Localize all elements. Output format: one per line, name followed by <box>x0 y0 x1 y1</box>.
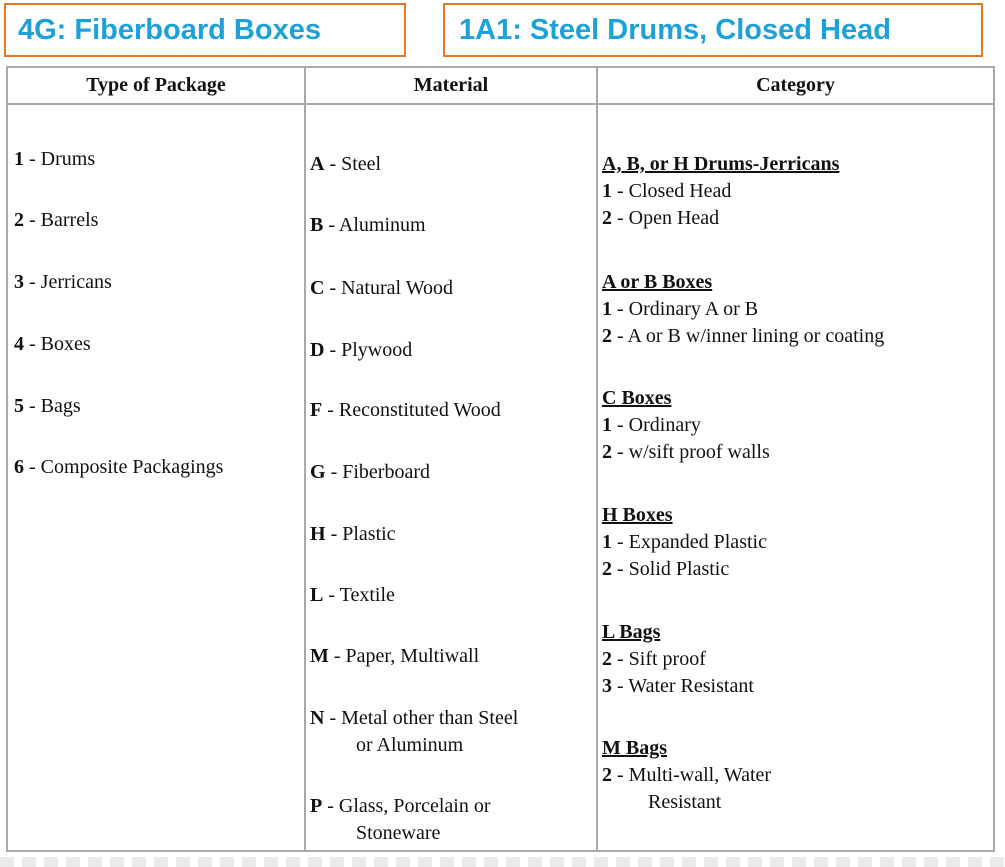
category-title: M Bags <box>602 737 667 759</box>
type-item: 4 - Boxes <box>14 333 91 355</box>
material-item: F - Reconstituted Wood <box>310 399 501 421</box>
material-item: G - Fiberboard <box>310 461 430 483</box>
column-divider <box>304 68 306 850</box>
category-group <box>602 735 771 816</box>
category-item: 1 - Expanded Plastic <box>602 531 767 553</box>
category-item: 2 - A or B w/inner lining or coating <box>602 325 885 347</box>
category-title: A, B, or H Drums-Jerricans <box>602 153 840 175</box>
header-type-of-package: Type of Package <box>8 68 304 105</box>
category-title: C Boxes <box>602 387 672 409</box>
category-item: 2 - Solid Plastic <box>602 558 730 580</box>
material-item: N - Metal other than Steel or Aluminum <box>310 707 519 756</box>
packaging-code-table <box>6 66 995 852</box>
category-item: 1 - Ordinary <box>602 414 701 436</box>
category-item: 1 - Ordinary A or B <box>602 298 759 320</box>
type-item: 6 - Composite Packagings <box>14 456 224 478</box>
material-item: P - Glass, Porcelain or Stoneware <box>310 795 491 844</box>
header-category: Category <box>598 68 993 105</box>
callout-text: 4G: Fiberboard Boxes <box>18 13 321 46</box>
category-group <box>602 151 839 232</box>
cropped-text-line <box>0 857 1005 867</box>
category-item-continued: Resistant <box>648 791 722 813</box>
category-item: 2 - Multi-wall, Water <box>602 764 772 786</box>
category-title: L Bags <box>602 621 661 643</box>
type-item: 3 - Jerricans <box>14 271 112 293</box>
category-title: A or B Boxes <box>602 271 713 293</box>
category-item: 1 - Closed Head <box>602 180 732 202</box>
category-group <box>602 269 884 350</box>
callout-fiberboard-boxes <box>4 3 406 57</box>
type-item: 1 - Drums <box>14 148 96 170</box>
material-item: D - Plywood <box>310 339 413 361</box>
type-item: 5 - Bags <box>14 395 81 417</box>
category-group <box>602 619 754 700</box>
category-item: 3 - Water Resistant <box>602 675 754 697</box>
category-item: 2 - Sift proof <box>602 648 706 670</box>
material-item: L - Textile <box>310 584 395 606</box>
type-item: 2 - Barrels <box>14 209 99 231</box>
callout-text: 1A1: Steel Drums, Closed Head <box>459 13 891 46</box>
category-group <box>602 385 770 466</box>
material-item: H - Plastic <box>310 523 396 545</box>
header-material: Material <box>306 68 596 105</box>
column-divider <box>596 68 598 850</box>
category-group <box>602 502 767 583</box>
category-title: H Boxes <box>602 504 673 526</box>
callout-steel-drums <box>443 3 983 57</box>
material-item: B - Aluminum <box>310 214 426 236</box>
category-item: 2 - Open Head <box>602 207 720 229</box>
material-item: M - Paper, Multiwall <box>310 645 480 667</box>
material-item: A - Steel <box>310 153 382 175</box>
category-item: 2 - w/sift proof walls <box>602 441 770 463</box>
material-item: C - Natural Wood <box>310 277 453 299</box>
